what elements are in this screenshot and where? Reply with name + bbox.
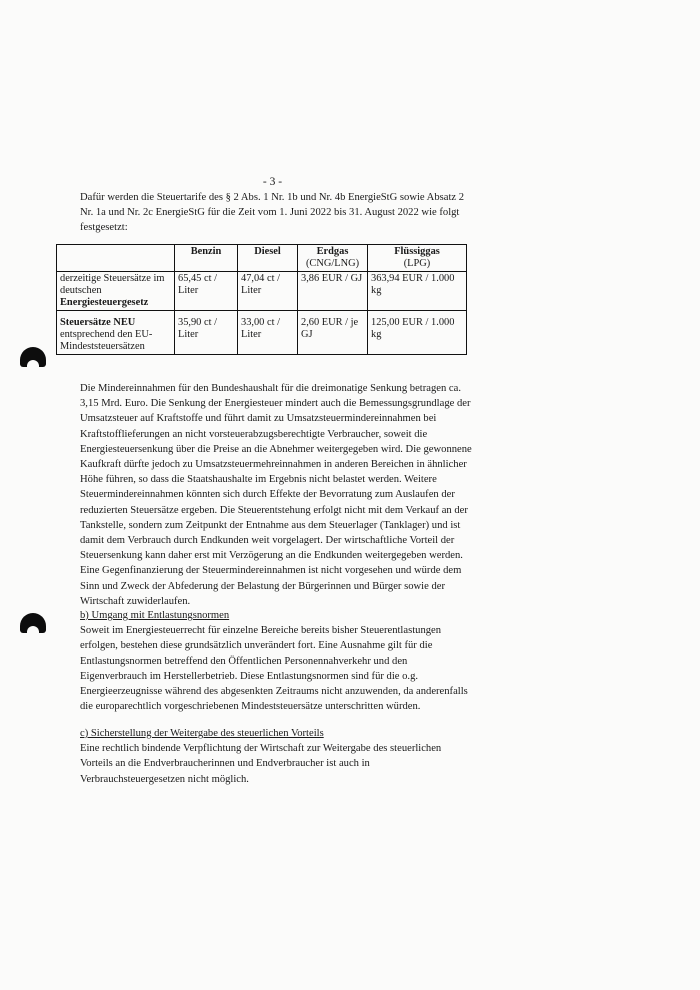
header-fluessiggas-label: Flüssiggas xyxy=(394,246,440,257)
header-diesel: Diesel xyxy=(238,245,298,272)
intro-paragraph: Dafür werden die Steuertarife des § 2 Abs. 1 Nr. 1b und Nr. 4b EnergieStG sowie Absatz 2 Nr. 1a und Nr. 2c EnergieStG für die Zeit vom 1. Juni 2022 bis 31. August 2022 wie folgt festgesetzt: xyxy=(80,192,465,234)
section-c-heading: c) Sicherstellung der Weitergabe des steuerlichen Vorteils xyxy=(80,728,324,739)
row-label-text: derzeitige Steuersätze im deutschen xyxy=(60,273,165,296)
header-erdgas-label: Erdgas xyxy=(316,246,349,257)
section-c-text: Eine rechtlich bindende Verpflichtung der Wirtschaft zur Weitergabe des steuerlichen Vorteils an die Endverbraucherinnen und Endverbraucher ist auch in Verbrauchsteuergesetzen nicht möglich. xyxy=(80,743,442,785)
header-erdgas-sub: (CNG/LNG) xyxy=(305,258,360,269)
section-b-text: Soweit im Energiesteuerrecht für einzelne Bereiche bereits bisher Steuerentlastungen erfolgen, bestehen diese grundsätzlich unverändert fort. Eine Ausnahme gilt für die Entlastungsnormen betreffend den Öffentlichen Personennahverkehr und den Eigenverbrauch im Herstellerbetrieb. Diese Entlastungsnormen sind für die o.g. Energieerzeugnisse während des abgesenkten Zeitraums nicht anzuwenden, da anderenfalls die europarechtlich vorgeschriebenen Mindeststeuersätze unterschritten würden. xyxy=(80,625,468,713)
tax-rate-table xyxy=(56,244,467,355)
row-label-emphasis: Steuersätze NEU xyxy=(60,317,136,328)
cell-erdgas: 3,86 EUR / GJ xyxy=(298,272,368,311)
cell-benzin: 35,90 ct / Liter xyxy=(175,311,238,355)
cell-fluessiggas: 363,94 EUR / 1.000 kg xyxy=(368,272,467,311)
punch-hole-mark xyxy=(20,613,46,633)
main-paragraph: Die Mindereinnahmen für den Bundeshaushalt für die dreimonatige Senkung betragen ca. 3,15 Mrd. Euro. Die Senkung der Energiesteuer mindert auch die Bemessungsgrundlage der Umsatzsteuer auf Kraftstoffe und führt damit zu Umsatzsteuermindereinnahmen bei Kraftstofflieferungen an nicht vorsteuerabzugsberechtigte Verbraucher, soweit die Energiesteuersenkung über die Preise an die Abnehmer weitergegeben wird. Die gewonnene Kaufkraft dürfte jedoch zu Umsatzsteuermehreinnahmen in anderen Bereichen in ähnlicher Höhe führen, so dass die Staatshaushalte im Ergebnis nicht belastet werden. Weitere Steuermindereinnahmen könnten sich durch Effekte der Bevorratung zum Auslaufen der reduzierten Steuersätze ergeben. Die Steuerentstehung erfolgt nicht mit dem Verkauf an der Tankstelle, sondern zum Zeitpunkt der Entnahme aus dem Steuerlager (Tanklager) und ist damit dem Verbrauch durch Endkunden weit vorgelagert. Der wirtschaftliche Vorteil der Steuersenkung kann daher erst mit Verzögerung an die Endkunden weitergegeben werden. Eine Gegenfinanzierung der Steuermindereinnahmen ist nicht vorgesehen und würde dem Sinn und Zweck der Abfederung der Belastung der Bürgerinnen und Bürger sowie der Wirtschaft zuwiderlaufen. xyxy=(80,383,472,607)
table-row xyxy=(57,272,467,311)
cell-benzin: 65,45 ct / Liter xyxy=(175,272,238,311)
header-fluessiggas-sub: (LPG) xyxy=(403,258,431,269)
header-empty-cell xyxy=(57,245,175,272)
row-label xyxy=(57,272,175,311)
section-b xyxy=(80,608,475,714)
punch-hole-mark xyxy=(20,347,46,367)
table-header-row xyxy=(57,245,467,272)
section-b-heading: b) Umgang mit Entlastungsnormen xyxy=(80,610,230,621)
row-label xyxy=(57,311,175,355)
header-erdgas xyxy=(298,245,368,272)
table-row xyxy=(57,311,467,355)
header-fluessiggas xyxy=(368,245,467,272)
cell-fluessiggas: 125,00 EUR / 1.000 kg xyxy=(368,311,467,355)
header-benzin: Benzin xyxy=(175,245,238,272)
cell-diesel: 47,04 ct / Liter xyxy=(238,272,298,311)
cell-erdgas: 2,60 EUR / je GJ xyxy=(298,311,368,355)
cell-diesel: 33,00 ct / Liter xyxy=(238,311,298,355)
row-label-text: entsprechend den EU-Mindeststeuersätzen xyxy=(60,329,153,352)
row-label-emphasis: Energiesteuergesetz xyxy=(60,297,149,308)
section-c xyxy=(80,726,475,787)
page-number: - 3 - xyxy=(262,176,283,188)
